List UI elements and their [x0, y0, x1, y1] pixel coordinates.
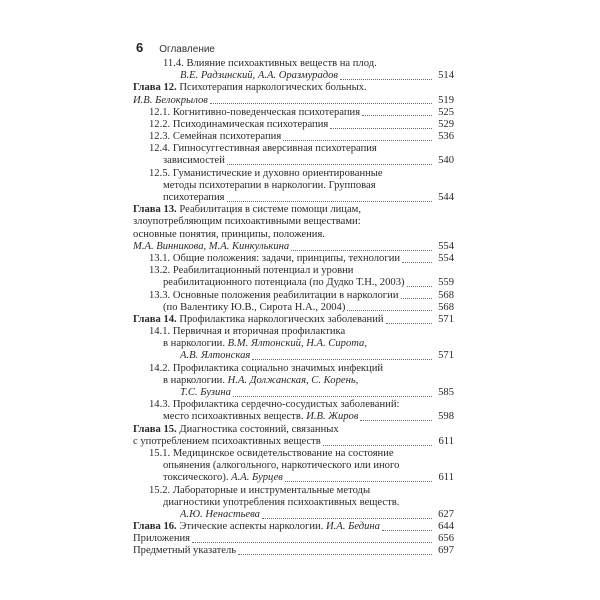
- dot-leader: [362, 115, 432, 116]
- toc-line: [133, 143, 454, 155]
- toc-entry-text: [163, 497, 399, 509]
- toc-entry-text: [149, 107, 360, 119]
- entry-title: 14.2. Профилактика социально значимых инфекций: [149, 362, 384, 374]
- chapter-label: Глава 13.: [133, 204, 177, 216]
- toc-entry-text: [149, 290, 399, 302]
- toc-line: [133, 290, 454, 302]
- entry-title: Реабилитация в системе помощи лицам,: [179, 204, 362, 216]
- toc-entry-text: [163, 302, 345, 314]
- page-ref: 514: [438, 70, 454, 82]
- author-names: Т.С. Бузина: [180, 387, 231, 399]
- toc-line: [133, 326, 454, 338]
- author-names: М.А. Винникова, М.А. Кинкулькина: [133, 240, 290, 252]
- page-ref: 571: [438, 350, 454, 362]
- entry-title: 12.2. Психодинамическая психотерапия: [149, 118, 329, 130]
- entry-title: 12.3. Семейная психотерапия: [149, 131, 282, 143]
- entry-title: токсического).: [163, 472, 232, 484]
- entry-title: 13.2. Реабилитационный потенциал и уровни: [149, 265, 354, 277]
- toc-line: [133, 82, 454, 94]
- toc-entry-text: [149, 485, 370, 497]
- toc-entry-text: [149, 253, 400, 265]
- dot-leader: [402, 262, 432, 263]
- dot-leader: [330, 128, 432, 129]
- entry-title: основные понятия, принципы, положения.: [133, 228, 325, 240]
- chapter-label: Глава 16.: [133, 521, 177, 533]
- entry-title: в наркологии.: [163, 374, 228, 386]
- entry-title: 14.3. Профилактика сердечно-сосудистых заболеваний:: [149, 399, 400, 411]
- toc-line: [133, 546, 454, 558]
- page-ref: 611: [438, 435, 454, 447]
- page-ref: 627: [438, 508, 454, 520]
- dot-leader: [340, 79, 432, 80]
- toc-entry-text: [133, 82, 367, 94]
- page-ref: 554: [438, 252, 454, 264]
- toc-line: [133, 448, 454, 460]
- dot-leader: [210, 103, 432, 104]
- toc-entry-text: [133, 216, 361, 228]
- chapter-label: Глава 12.: [133, 82, 177, 94]
- page-ref: 656: [438, 533, 454, 545]
- toc-line: [133, 58, 454, 70]
- toc-line: [133, 424, 454, 436]
- toc-entry-text: [163, 155, 225, 167]
- entry-title: Этические аспекты наркологии.: [179, 521, 326, 533]
- toc-line: [133, 460, 454, 472]
- page-header: [136, 40, 215, 56]
- entry-title: психотерапия: [163, 192, 225, 204]
- page-ref: 544: [438, 192, 454, 204]
- toc-entry-text: [133, 314, 384, 326]
- toc-entry-text: [163, 375, 358, 387]
- toc-line: [133, 180, 454, 192]
- page-ref: 559: [438, 277, 454, 289]
- toc-line: [133, 95, 454, 107]
- entry-title: 12.4. Гипносуггестивная аверсивная психотерапия: [149, 143, 377, 155]
- toc-entry-text: [149, 363, 383, 375]
- entry-title: место психоактивных веществ.: [163, 411, 307, 423]
- toc-line: [133, 302, 454, 314]
- entry-title: с употреблением психоактивных веществ: [133, 435, 321, 447]
- entry-title: 12.5. Гуманистические и духовно ориентированные: [149, 167, 383, 179]
- toc-line: [133, 168, 454, 180]
- toc-line: [133, 277, 454, 289]
- toc-entry-text: [163, 411, 358, 423]
- toc-entry-text: [133, 533, 190, 545]
- toc-entry-text: [149, 265, 353, 277]
- page-ref: 529: [438, 118, 454, 130]
- dot-leader: [238, 554, 432, 555]
- author-names: А.Ю. Ненастьева: [180, 508, 260, 520]
- entry-title: (по Валентику Ю.В., Сирота Н.А., 2004): [163, 301, 346, 313]
- toc-entry-text: [180, 387, 231, 399]
- entry-title: 15.1. Медицинское освидетельствование на состояние: [149, 447, 394, 459]
- dot-leader: [407, 286, 432, 287]
- entry-title: Психотерапия наркологических больных.: [179, 82, 367, 94]
- toc-line: [133, 436, 454, 448]
- author-names: И.А. Бедина: [326, 521, 380, 533]
- toc-entry-text: [163, 180, 376, 192]
- author-names: И.В. Белокрылов: [133, 94, 208, 106]
- chapter-label: Глава 14.: [133, 313, 177, 325]
- toc-line: [133, 387, 454, 399]
- dot-leader: [227, 164, 432, 165]
- dot-leader: [360, 420, 432, 421]
- entry-title: Приложения: [133, 533, 191, 545]
- toc-line: [133, 472, 454, 484]
- page-number: 6: [136, 40, 144, 55]
- entry-title: злоупотребляющим психоактивными веществами:: [133, 216, 361, 228]
- page-ref: 585: [438, 387, 454, 399]
- toc-line: [133, 204, 454, 216]
- toc-entry-text: [133, 521, 380, 533]
- toc-entry-text: [180, 350, 250, 362]
- toc-entry-text: [133, 204, 361, 216]
- page-ref: 571: [438, 313, 454, 325]
- running-head: Оглавление: [159, 44, 215, 55]
- dot-leader: [401, 298, 433, 299]
- page-ref: 697: [438, 545, 454, 557]
- toc-entry-text: [149, 168, 383, 180]
- table-of-contents: [133, 58, 454, 558]
- toc-entry-text: [180, 509, 260, 521]
- author-names: А.В. Ялтонская: [180, 350, 251, 362]
- toc-entry-text: [163, 277, 405, 289]
- toc-entry-text: [149, 326, 345, 338]
- author-names: В.М. Ялтонский, Н.А. Сирота,: [227, 338, 367, 350]
- page-ref: 554: [438, 240, 454, 252]
- dot-leader: [262, 518, 432, 519]
- toc-entry-text: [149, 448, 394, 460]
- toc-entry-text: [163, 460, 399, 472]
- dot-leader: [386, 323, 432, 324]
- dot-leader: [347, 310, 432, 311]
- dot-leader: [227, 201, 433, 202]
- entry-title: методы психотерапии в наркологии. Групповая: [163, 179, 376, 191]
- toc-entry-text: [163, 192, 225, 204]
- toc-entry-text: [149, 399, 399, 411]
- toc-entry-text: [133, 95, 208, 107]
- toc-line: [133, 521, 454, 533]
- entry-title: 12.1. Когнитивно-поведенческая психотерапия: [149, 106, 361, 118]
- entry-title: 13.3. Основные положения реабилитации в наркологии: [149, 289, 399, 301]
- toc-line: [133, 119, 454, 131]
- toc-entry-text: [149, 119, 328, 131]
- dot-leader: [382, 530, 432, 531]
- toc-entry-text: [180, 70, 338, 82]
- toc-line: [133, 265, 454, 277]
- entry-title: реабилитационного потенциала (по Дудко Т.Н., 2003): [163, 277, 405, 289]
- toc-line: [133, 485, 454, 497]
- toc-entry-text: [133, 241, 289, 253]
- page-ref: 644: [438, 521, 454, 533]
- dot-leader: [233, 396, 432, 397]
- toc-line: [133, 192, 454, 204]
- entry-title: 14.1. Первичная и вторичная профилактика: [149, 326, 346, 338]
- toc-line: [133, 497, 454, 509]
- toc-entry-text: [133, 436, 321, 448]
- toc-line: [133, 107, 454, 119]
- toc-entry-text: [133, 545, 236, 557]
- toc-line: [133, 314, 454, 326]
- dot-leader: [192, 542, 432, 543]
- toc-line: [133, 411, 454, 423]
- dot-leader: [252, 359, 432, 360]
- chapter-label: Глава 15.: [133, 423, 177, 435]
- page-ref: 519: [438, 94, 454, 106]
- toc-line: [133, 216, 454, 228]
- toc-line: [133, 156, 454, 168]
- toc-line: [133, 375, 454, 387]
- page-ref: 611: [438, 472, 454, 484]
- entry-title: опьянения (алкогольного, наркотического или иного: [163, 460, 400, 472]
- toc-entry-text: [149, 131, 281, 143]
- entry-title: диагностики употребления психоактивных веществ.: [163, 496, 400, 508]
- entry-title: Профилактика наркологических заболеваний: [179, 313, 384, 325]
- entry-title: Диагностика состояний, связанных: [179, 423, 339, 435]
- author-names: Н.А. Должанская, С. Корень,: [227, 374, 359, 386]
- toc-line: [133, 533, 454, 545]
- page-ref: 540: [438, 155, 454, 167]
- dot-leader: [291, 250, 432, 251]
- toc-line: [133, 399, 454, 411]
- entry-title: 13.1. Общие положения: задачи, принципы, технологии: [149, 252, 401, 264]
- author-names: И.В. Жиров: [306, 411, 359, 423]
- toc-entry-text: [163, 472, 283, 484]
- entry-title: зависимостей: [163, 155, 225, 167]
- toc-entry-text: [163, 58, 377, 70]
- toc-line: [133, 229, 454, 241]
- entry-title: в наркологии.: [163, 338, 228, 350]
- toc-line: [133, 131, 454, 143]
- toc-line: [133, 253, 454, 265]
- author-names: А.А. Бурцев: [231, 472, 283, 484]
- toc-entry-text: [133, 229, 325, 241]
- author-names: В.Е. Радзинский, А.А. Оразмурадов: [180, 70, 339, 82]
- entry-title: 15.2. Лабораторные и инструментальные методы: [149, 484, 371, 496]
- page-ref: 598: [438, 411, 454, 423]
- toc-line: [133, 338, 454, 350]
- page-ref: 568: [438, 289, 454, 301]
- dot-leader: [283, 140, 432, 141]
- page-ref: 568: [438, 301, 454, 313]
- entry-title: Предметный указатель: [133, 545, 237, 557]
- toc-line: [133, 363, 454, 375]
- toc-line: [133, 351, 454, 363]
- toc-entry-text: [149, 143, 377, 155]
- dot-leader: [285, 481, 432, 482]
- toc-entry-text: [133, 424, 339, 436]
- page-ref: 536: [438, 131, 454, 143]
- toc-line: [133, 70, 454, 82]
- page-ref: 525: [438, 106, 454, 118]
- dot-leader: [323, 445, 432, 446]
- toc-entry-text: [163, 338, 367, 350]
- toc-line: [133, 241, 454, 253]
- toc-line: [133, 509, 454, 521]
- entry-title: 11.4. Влияние психоактивных веществ на плод.: [163, 57, 377, 69]
